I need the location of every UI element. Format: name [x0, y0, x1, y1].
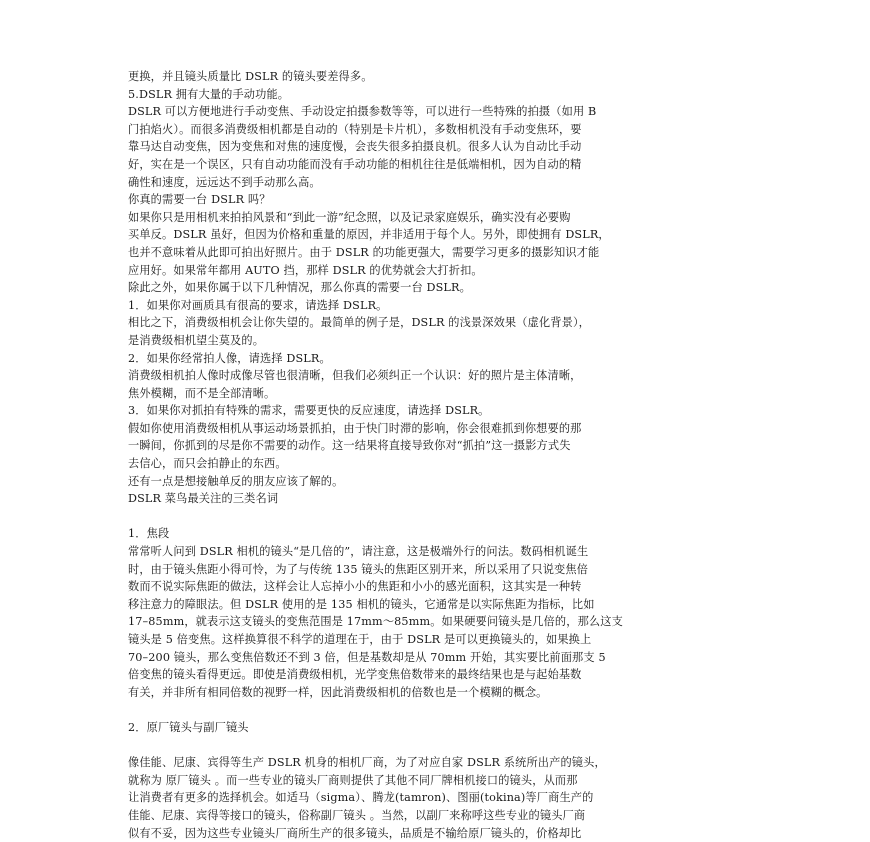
text-line: 佳能、尼康、宾得等接口的镜头，俗称副厂镜头 。当然，以副厂来称呼这些专业的镜头厂商 — [128, 808, 586, 822]
section-title: DSLR 菜鸟最关注的三类名词 — [128, 492, 279, 506]
text-line: 像佳能、尼康、宾得等生产 DSLR 机身的相机厂商，为了对应自家 DSLR 系统所出产的镜头， — [128, 756, 606, 770]
text-line: 相比之下，消费级相机会让你失望的。最简单的例子是，DSLR 的浅景深效果（虚化背景）， — [128, 316, 591, 330]
text-line: 买单反。DSLR 虽好，但因为价格和重量的原因，并非适用于每个人。另外，即使拥有 DSLR， — [128, 228, 610, 242]
intro-block — [128, 68, 750, 508]
text-line: 数而不说实际焦距的做法，这样会让人忘掉小小的焦距和小小的感光面积，这其实是一种转 — [128, 580, 582, 594]
section-lenses — [128, 719, 750, 842]
text-line: 去信心，而只会拍静止的东西。 — [128, 457, 287, 471]
text-line: 好，实在是一个误区，只有自动功能而没有手动功能的相机往往是低端相机，因为自动的精 — [128, 157, 582, 171]
text-line: 让消费者有更多的选择机会。如适马（sigma）、腾龙(tamron)、图丽(tokina)等厂商生产的 — [128, 791, 594, 805]
text-line: 更换，并且镜头质量比 DSLR 的镜头要差得多。 — [128, 70, 373, 83]
text-line: 应用好。如果常年都用 AUTO 挡，那样 DSLR 的优势就会大打折扣。 — [128, 263, 483, 277]
text-line: 有关，并非所有相同倍数的视野一样，因此消费级相机的倍数也是一个模糊的概念。 — [128, 685, 548, 699]
text-line: 70–200 镜头，那么变焦倍数还不到 3 倍，但是基数却是从 70mm 开始，其实要比前面那支 5 — [128, 650, 606, 664]
spacer — [128, 701, 750, 719]
text-line: 3．如果你对抓拍有特殊的需求，需要更快的反应速度，请选择 DSLR。 — [128, 404, 490, 418]
text-line: 假如你使用消费级相机从事运动场景抓拍，由于快门时滞的影响，你会很难抓到你想要的那 — [128, 421, 582, 435]
spacer — [128, 508, 750, 526]
document-page — [128, 68, 750, 842]
section-heading: 2．原厂镜头与副厂镜头 — [128, 720, 249, 734]
section-heading: 1．焦段 — [128, 527, 170, 541]
text-line: 一瞬间，你抓到的尽是你不需要的动作。这一结果将直接导致你对“抓拍”这一摄影方式失 — [128, 439, 571, 453]
text-line: 移注意力的障眼法。但 DSLR 使用的是 135 相机的镜头，它通常是以实际焦距为指标，比如 — [128, 597, 595, 611]
text-line: 倍变焦的镜头看得更远。即使是消费级相机，光学变焦倍数带来的最终结果也是与起始基数 — [128, 668, 582, 682]
text-line: 常常听人问到 DSLR 相机的镜头“是几倍的”，请注意，这是极端外行的问法。数码相机诞生 — [128, 545, 589, 559]
text-line: 门拍焰火）。而很多消费级相机都是自动的（特别是卡片机），多数相机没有手动变焦环，要 — [128, 122, 582, 136]
text-line: 确性和速度，远远达不到手动那么高。 — [128, 175, 321, 189]
text-line: 是消费级相机望尘莫及的。 — [128, 333, 265, 347]
text-line: 消费级相机拍人像时成像尽管也很清晰，但我们必须纠正一个认识：好的照片是主体清晰， — [128, 369, 582, 383]
text-line: 2．如果你经常拍人像，请选择 DSLR。 — [128, 351, 331, 365]
text-line: 也并不意味着从此即可拍出好照片。由于 DSLR 的功能更强大，需要学习更多的摄影知识才能 — [128, 245, 600, 259]
text-line: 似有不妥，因为这些专业镜头厂商所生产的很多镜头，品质是不输给原厂镜头的，价格却比 — [128, 826, 582, 840]
section-focal-length — [128, 525, 750, 701]
text-line: 还有一点是想接触单反的朋友应该了解的。 — [128, 474, 344, 488]
text-line: DSLR 可以方便地进行手动变焦、手动设定拍摄参数等等，可以进行一些特殊的拍摄（如用 B — [128, 105, 597, 119]
spacer — [128, 737, 750, 755]
text-line: 如果你只是用相机来拍拍风景和“到此一游”纪念照，以及记录家庭娱乐，确实没有必要购 — [128, 210, 571, 224]
text-line: 除此之外，如果你属于以下几种情况，那么你真的需要一台 DSLR。 — [128, 281, 471, 295]
text-line: 焦外模糊，而不是全部清晰。 — [128, 386, 276, 400]
text-line: 1．如果你对画质具有很高的要求，请选择 DSLR。 — [128, 298, 388, 312]
text-line: 就称为 原厂镜头 。而一些专业的镜头厂商则提供了其他不同厂牌相机接口的镜头，从而那 — [128, 773, 578, 787]
text-line: 17–85mm，就表示这支镜头的变焦范围是 17mm～85mm。如果硬要问镜头是几倍的，那么这支 — [128, 615, 623, 629]
text-line: 时，由于镜头焦距小得可怜，为了与传统 135 镜头的焦距区别开来，所以采用了只说变焦倍 — [128, 562, 589, 576]
text-line: 靠马达自动变焦，因为变焦和对焦的速度慢，会丧失很多拍摄良机。很多人认为自动比手动 — [128, 140, 582, 154]
text-line: 镜头是 5 倍变焦。这样换算很不科学的道理在于，由于 DSLR 是可以更换镜头的，如果换上 — [128, 633, 592, 646]
text-line: 你真的需要一台 DSLR 吗？ — [128, 193, 271, 207]
text-line: 5.DSLR 拥有大量的手动功能。 — [128, 87, 290, 101]
